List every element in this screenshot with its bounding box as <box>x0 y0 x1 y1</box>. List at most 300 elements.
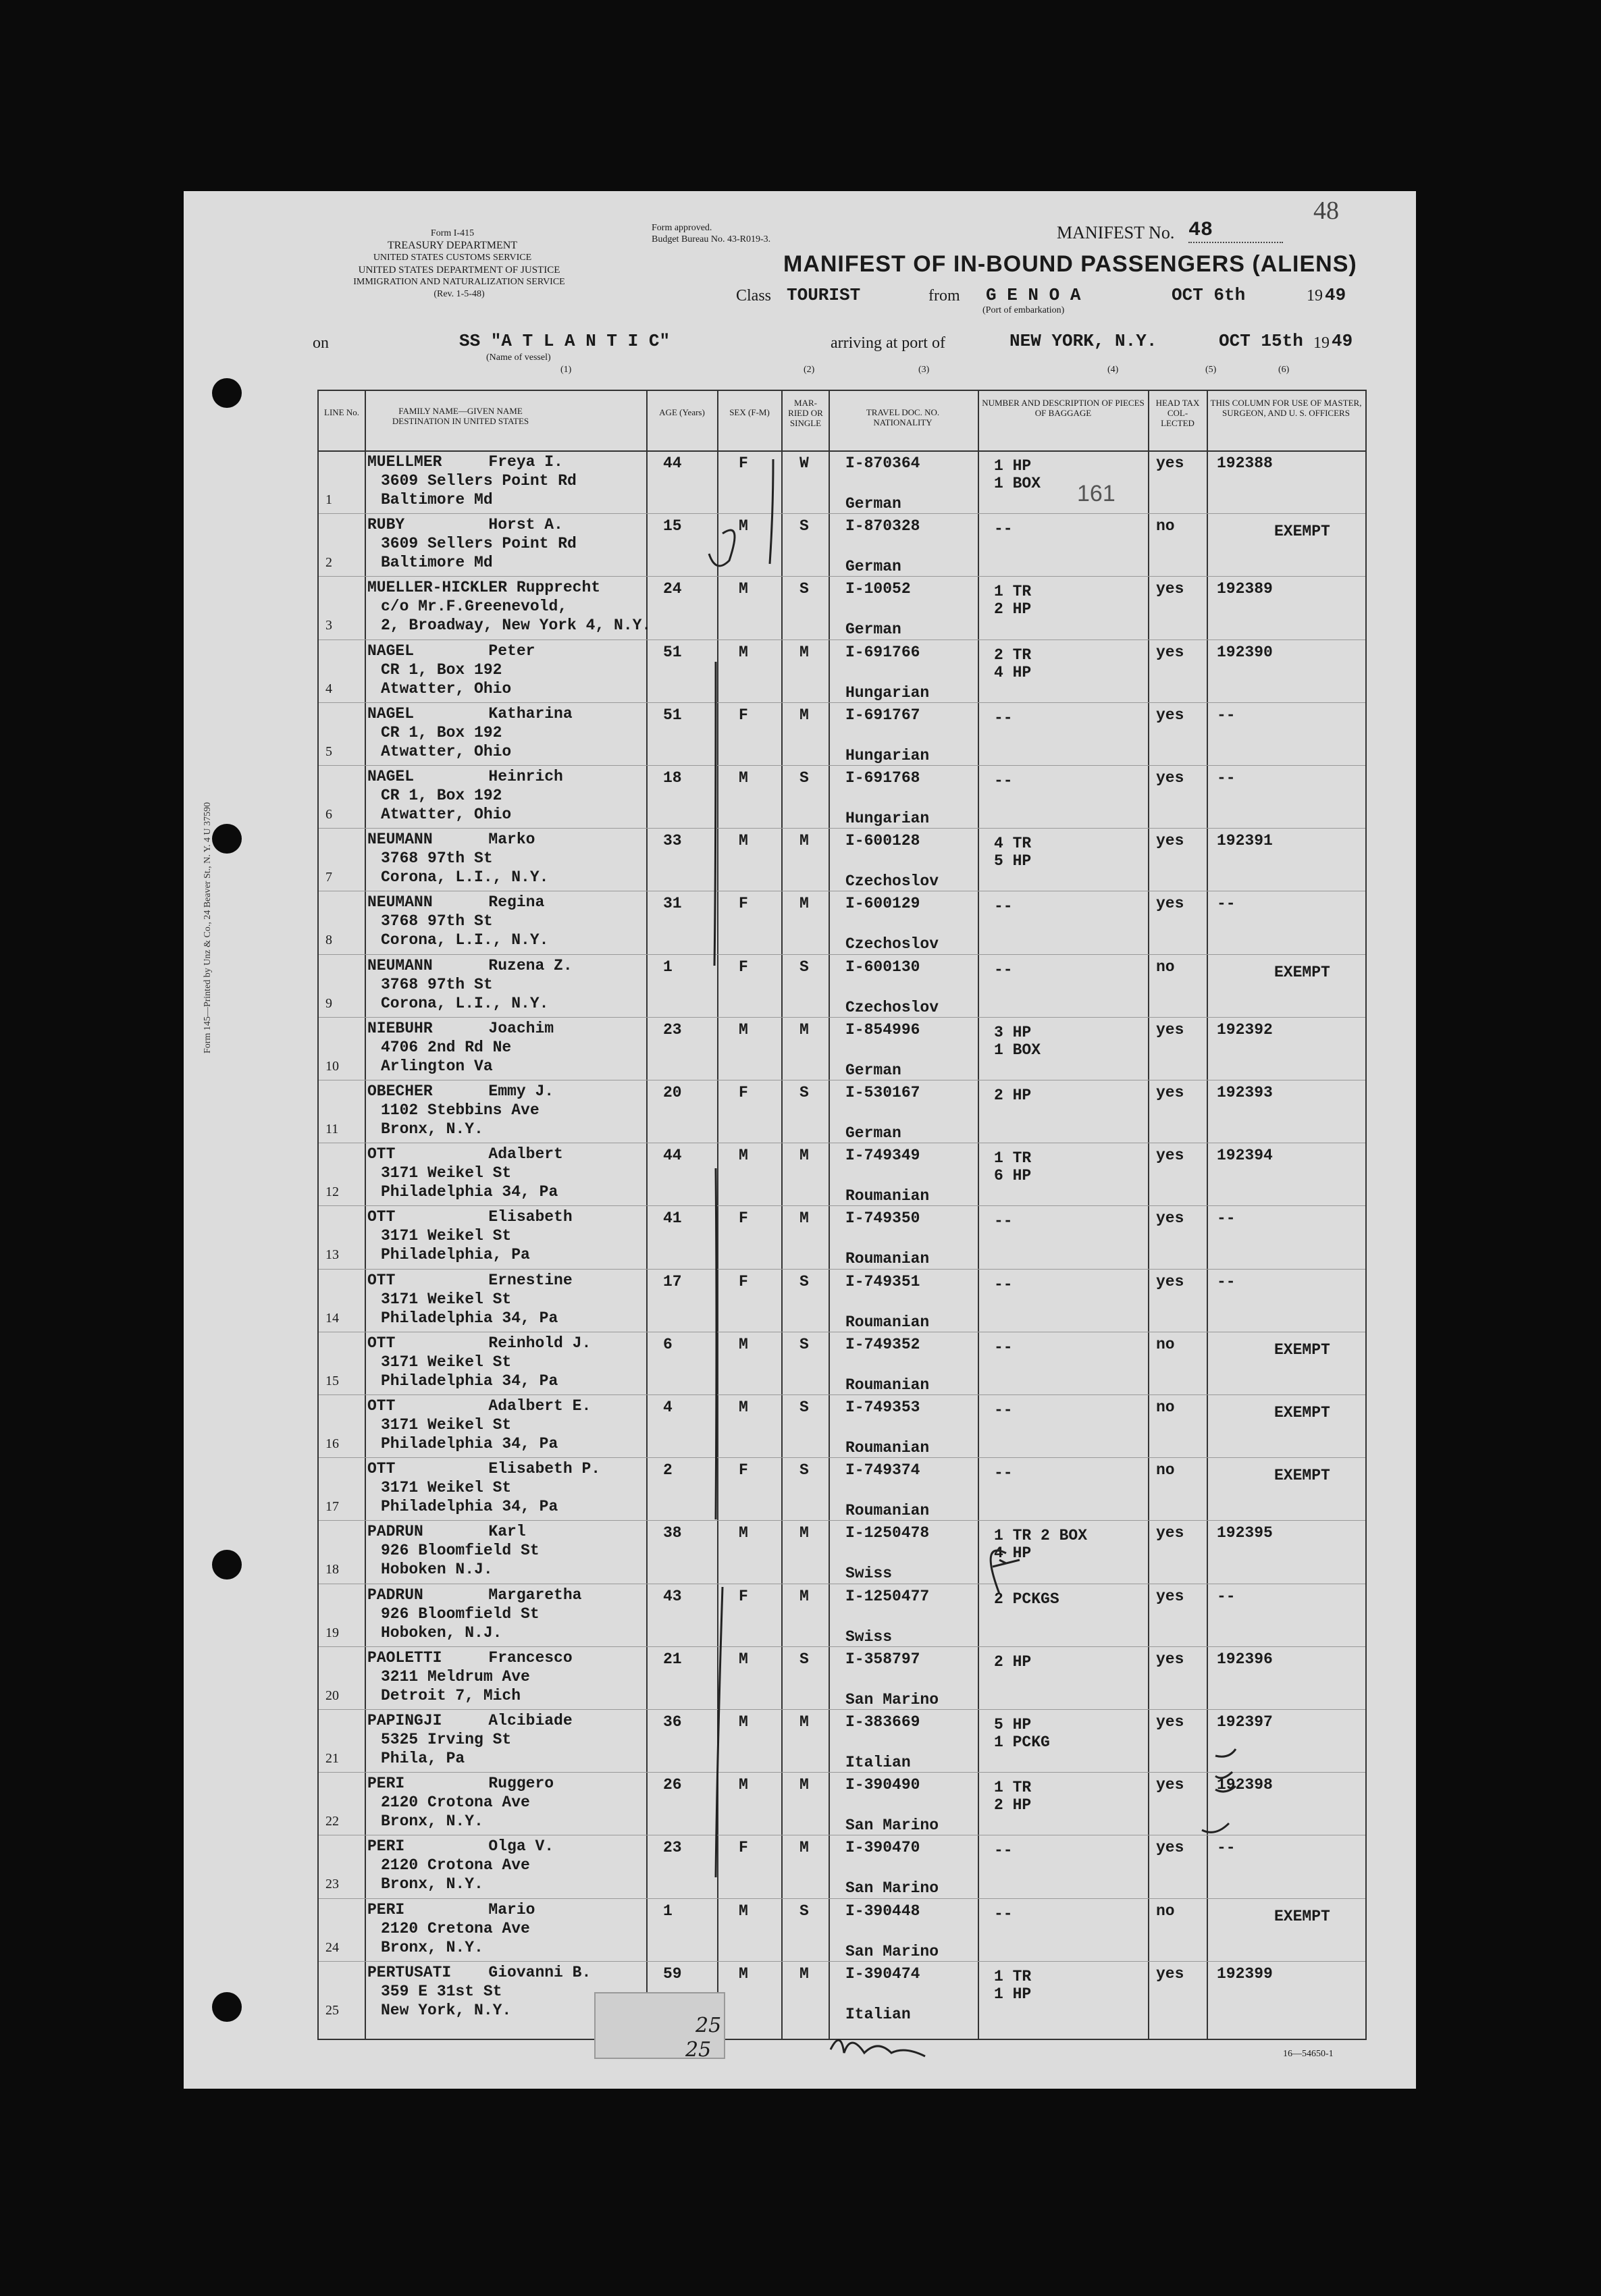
colnum-4: (4) <box>1107 365 1119 375</box>
passenger-name: NAGEL Peter <box>367 642 535 660</box>
head-tax-cell: yes <box>1156 1272 1184 1290</box>
passenger-name: OTT Elisabeth <box>367 1208 573 1226</box>
age-cell: 38 <box>663 1524 682 1542</box>
head-tax-cell: yes <box>1156 1524 1184 1542</box>
age-cell: 24 <box>663 580 682 598</box>
marital-cell: M <box>799 1964 809 1983</box>
marital-cell: M <box>799 706 809 724</box>
head-tax-cell: yes <box>1156 1713 1184 1731</box>
officer-note-cell: 192397 <box>1217 1713 1273 1731</box>
line-number: 16 <box>325 1436 339 1451</box>
age-cell: 23 <box>663 1020 682 1039</box>
sex-cell: M <box>739 580 748 598</box>
col-header-head-tax: HEAD TAX COL-LECTED <box>1155 398 1200 428</box>
marital-cell: S <box>799 580 809 598</box>
officer-note-cell: -- <box>1217 1209 1236 1228</box>
baggage-line-1: -- <box>994 708 1013 727</box>
address-line-2: Bronx, N.Y. <box>381 1875 483 1894</box>
line-number: 23 <box>325 1877 339 1892</box>
line-number: 21 <box>325 1751 339 1766</box>
officer-note-cell: EXEMPT <box>1274 1907 1330 1925</box>
marital-cell: M <box>799 895 809 913</box>
nationality-cell: Czechoslov <box>845 935 939 954</box>
marital-cell: S <box>799 1902 809 1920</box>
address-line-1: 3171 Weikel St <box>381 1416 512 1434</box>
embark-note: (Port of embarkation) <box>982 305 1065 315</box>
age-cell: 51 <box>663 706 682 724</box>
travel-doc-cell: I-870328 <box>845 517 920 536</box>
marital-cell: M <box>799 643 809 661</box>
officer-note-cell: 192399 <box>1217 1964 1273 1983</box>
from-label: from <box>928 287 960 305</box>
baggage-line-1: -- <box>994 520 1013 538</box>
passenger-name: NEUMANN Ruzena Z. <box>367 956 573 974</box>
marital-cell: M <box>799 1209 809 1228</box>
officer-note-cell: 192393 <box>1217 1084 1273 1101</box>
col-header-baggage: NUMBER AND DESCRIPTION OF PIECES OF BAGGAGE <box>982 398 1145 418</box>
sex-cell: M <box>739 1964 748 1983</box>
marital-cell: M <box>799 1524 809 1542</box>
address-line-1: 3609 Sellers Point Rd <box>381 535 577 553</box>
baggage-line-2: 4 HP <box>994 663 1032 681</box>
address-line-2: Atwatter, Ohio <box>381 742 512 760</box>
line-number: 13 <box>325 1247 339 1263</box>
line-number: 11 <box>325 1122 339 1137</box>
address-line-1: CR 1, Box 192 <box>381 723 502 741</box>
address-line-1: 5325 Irving St <box>381 1731 512 1748</box>
officer-note-cell: -- <box>1217 769 1236 787</box>
baggage-line-1: 3 HP <box>994 1023 1032 1041</box>
passenger-name: OTT Reinhold J. <box>367 1334 592 1352</box>
marital-cell: S <box>799 769 809 787</box>
baggage-line-1: 2 PCKGS <box>994 1590 1059 1608</box>
passenger-name: PAOLETTI Francesco <box>367 1648 573 1667</box>
age-cell: 20 <box>663 1084 682 1101</box>
travel-doc-cell: I-749353 <box>845 1399 920 1416</box>
col-header-travel-doc: TRAVEL DOC. NO. NATIONALITY <box>866 407 940 427</box>
line-number: 15 <box>325 1373 339 1388</box>
address-line-2: Philadelphia, Pa <box>381 1246 530 1264</box>
nationality-cell: Roumanian <box>845 1187 930 1205</box>
colnum-2: (2) <box>804 365 815 375</box>
travel-doc-cell: I-749349 <box>845 1147 920 1165</box>
officer-note-cell: EXEMPT <box>1274 963 1330 981</box>
address-line-2: Phila, Pa <box>381 1750 465 1767</box>
travel-doc-cell: I-749350 <box>845 1209 920 1228</box>
baggage-line-1: 2 HP <box>994 1087 1032 1104</box>
col-header-name: FAMILY NAME—GIVEN NAME DESTINATION IN UNITED STATES <box>392 406 529 426</box>
head-tax-cell: yes <box>1156 769 1184 787</box>
officer-note-cell: 192388 <box>1217 454 1273 472</box>
baggage-line-1: -- <box>994 1842 1013 1860</box>
passenger-name: NAGEL Heinrich <box>367 768 563 785</box>
address-line-2: Philadelphia 34, Pa <box>381 1372 558 1390</box>
form-dept: TREASURY DEPARTMENT <box>387 240 518 251</box>
head-tax-cell: yes <box>1156 1209 1184 1228</box>
age-cell: 43 <box>663 1587 682 1605</box>
baggage-line-1: -- <box>994 960 1013 979</box>
marital-cell: M <box>799 832 809 850</box>
marital-cell: S <box>799 958 809 976</box>
sex-cell: M <box>739 1776 748 1794</box>
nationality-cell: Hungarian <box>845 746 930 764</box>
marital-cell: S <box>799 1399 809 1416</box>
head-tax-cell: no <box>1156 1335 1175 1353</box>
colnum-3: (3) <box>918 365 930 375</box>
form-approved: Form approved. <box>652 223 712 233</box>
marital-cell: M <box>799 1147 809 1165</box>
address-line-1: 3171 Weikel St <box>381 1479 512 1497</box>
nationality-cell: German <box>845 558 901 576</box>
travel-doc-cell: I-390490 <box>845 1776 920 1794</box>
baggage-line-1: 2 HP <box>994 1652 1032 1671</box>
baggage-line-2: 1 BOX <box>994 1041 1041 1059</box>
address-line-1: c/o Mr.F.Greenevold, <box>381 598 568 616</box>
age-cell: 15 <box>663 517 682 536</box>
passenger-name: OTT Elisabeth P. <box>367 1460 601 1478</box>
passenger-name: OBECHER Emmy J. <box>367 1082 554 1100</box>
head-tax-cell: yes <box>1156 1084 1184 1101</box>
age-cell: 18 <box>663 769 682 787</box>
on-label: on <box>313 334 329 352</box>
nationality-cell: Hungarian <box>845 683 930 702</box>
vessel-name: SS "A T L A N T I C" <box>459 331 671 351</box>
address-line-1: CR 1, Box 192 <box>381 660 502 679</box>
passenger-name: PERI Mario <box>367 1900 535 1919</box>
baggage-line-1: 1 TR <box>994 1967 1032 1985</box>
address-line-1: 1102 Stebbins Ave <box>381 1101 540 1119</box>
passenger-name: NAGEL Katharina <box>367 704 573 723</box>
baggage-line-1: -- <box>994 772 1013 789</box>
officer-note-cell: 192396 <box>1217 1650 1273 1668</box>
form-ins: IMMIGRATION AND NATURALIZATION SERVICE <box>353 277 565 287</box>
address-line-2: Corona, L.I., N.Y. <box>381 994 549 1012</box>
sex-cell: M <box>739 1902 748 1920</box>
line-number: 6 <box>325 807 332 822</box>
nationality-cell: Czechoslov <box>845 872 939 891</box>
passenger-name: NEUMANN Marko <box>367 831 535 849</box>
address-line-1: 3768 97th St <box>381 975 493 993</box>
colnum-1: (1) <box>560 365 572 375</box>
sex-cell: M <box>739 832 748 850</box>
travel-doc-cell: I-530167 <box>845 1084 920 1101</box>
sex-cell: F <box>739 1209 748 1228</box>
baggage-line-1: -- <box>994 1338 1013 1356</box>
marital-cell: M <box>799 1776 809 1794</box>
address-line-2: Corona, L.I., N.Y. <box>381 868 549 887</box>
age-cell: 2 <box>663 1461 673 1480</box>
sex-cell: F <box>739 958 748 976</box>
address-line-1: CR 1, Box 192 <box>381 787 502 804</box>
age-cell: 41 <box>663 1209 682 1228</box>
baggage-line-2: 1 BOX <box>994 475 1041 492</box>
travel-doc-cell: I-390470 <box>845 1839 920 1857</box>
address-line-1: 926 Bloomfield St <box>381 1542 540 1560</box>
baggage-line-1: 1 HP <box>994 457 1032 475</box>
address-line-2: Atwatter, Ohio <box>381 679 512 698</box>
nationality-cell: German <box>845 621 901 639</box>
travel-doc-cell: I-691768 <box>845 769 920 787</box>
head-tax-cell: no <box>1156 517 1175 536</box>
address-line-2: Philadelphia 34, Pa <box>381 1498 558 1516</box>
form-service: UNITED STATES CUSTOMS SERVICE <box>373 253 532 263</box>
travel-doc-cell: I-870364 <box>845 454 920 472</box>
form-budget: Budget Bureau No. 43-R019-3. <box>652 234 771 244</box>
sex-cell: F <box>739 895 748 913</box>
travel-doc-cell: I-600130 <box>845 958 920 976</box>
age-cell: 1 <box>663 1902 673 1920</box>
passenger-name: PERI Olga V. <box>367 1837 554 1856</box>
line-number: 17 <box>325 1499 339 1515</box>
marital-cell: S <box>799 1084 809 1101</box>
age-cell: 26 <box>663 1776 682 1794</box>
nationality-cell: Hungarian <box>845 810 930 827</box>
travel-doc-cell: I-390474 <box>845 1964 920 1983</box>
travel-doc-cell: I-390448 <box>845 1902 920 1920</box>
page-number: 48 <box>1313 197 1339 225</box>
line-number: 9 <box>325 995 332 1011</box>
passenger-name: PERTUSATI Giovanni B. <box>367 1963 592 1981</box>
baggage-line-2: 2 HP <box>994 1796 1032 1815</box>
baggage-line-2: 5 HP <box>994 852 1032 870</box>
baggage-line-2: 4 HP <box>994 1544 1032 1563</box>
officer-note-cell: -- <box>1217 706 1236 724</box>
address-line-1: 2120 Crotona Ave <box>381 1794 530 1812</box>
nationality-cell: Swiss <box>845 1627 893 1646</box>
officer-note-cell: 192391 <box>1217 832 1273 850</box>
arriving-label: arriving at port of <box>831 334 945 352</box>
age-cell: 23 <box>663 1839 682 1857</box>
address-line-2: Hoboken N.J. <box>381 1561 493 1579</box>
baggage-line-1: 1 TR <box>994 583 1032 601</box>
address-line-1: 3171 Weikel St <box>381 1227 512 1245</box>
address-line-1: 2120 Cretona Ave <box>381 1919 530 1937</box>
officer-note-cell: 192389 <box>1217 580 1273 598</box>
passenger-name: PADRUN Margaretha <box>367 1586 582 1604</box>
officer-note-cell: EXEMPT <box>1274 1340 1330 1359</box>
officer-note-cell: 192395 <box>1217 1524 1273 1542</box>
passenger-name: RUBY Horst A. <box>367 516 563 534</box>
baggage-line-1: -- <box>994 1464 1013 1482</box>
nationality-cell: San Marino <box>845 1879 939 1898</box>
passenger-name: PADRUN Karl <box>367 1523 526 1541</box>
age-cell: 44 <box>663 454 682 472</box>
address-line-2: Detroit 7, Mich <box>381 1686 521 1704</box>
nationality-cell: Roumanian <box>845 1376 930 1394</box>
age-cell: 1 <box>663 958 673 976</box>
officer-note-cell: -- <box>1217 895 1236 913</box>
address-line-1: 3211 Meldrum Ave <box>381 1667 530 1686</box>
year-arrive: 49 <box>1332 331 1353 351</box>
class-value: TOURIST <box>787 285 861 305</box>
nationality-cell: San Marino <box>845 1690 939 1708</box>
date-from: OCT 6th <box>1172 285 1246 305</box>
baggage-line-1: -- <box>994 1275 1013 1293</box>
passenger-name: OTT Ernestine <box>367 1271 573 1289</box>
address-line-1: 926 Bloomfield St <box>381 1604 540 1623</box>
form-rev: (Rev. 1-5-48) <box>434 289 485 299</box>
address-line-1: 359 E 31st St <box>381 1982 502 2000</box>
head-tax-cell: no <box>1156 958 1175 976</box>
stamp-161: 161 <box>1077 481 1116 506</box>
nationality-cell: German <box>845 1061 901 1079</box>
baggage-line-1: -- <box>994 1904 1013 1923</box>
sex-cell: F <box>739 1461 748 1480</box>
marital-cell: M <box>799 1713 809 1731</box>
age-cell: 31 <box>663 895 682 913</box>
line-number: 1 <box>325 492 332 507</box>
baggage-line-1: 1 TR <box>994 1149 1032 1168</box>
age-cell: 21 <box>663 1650 682 1668</box>
marital-cell: S <box>799 1335 809 1353</box>
total-a: 25 <box>695 2014 722 2037</box>
head-tax-cell: yes <box>1156 1020 1184 1039</box>
line-number: 10 <box>325 1058 339 1074</box>
sex-cell: M <box>739 1524 748 1542</box>
address-line-1: 3171 Weikel St <box>381 1164 512 1182</box>
baggage-line-2: 1 HP <box>994 1985 1032 2003</box>
baggage-line-1: 5 HP <box>994 1716 1032 1733</box>
address-line-1: 3171 Weikel St <box>381 1353 512 1371</box>
nationality-cell: Czechoslov <box>845 998 939 1016</box>
age-cell: 51 <box>663 643 682 661</box>
col-header-officers: THIS COLUMN FOR USE OF MASTER, SURGEON, AND U. S. OFFICERS <box>1210 398 1362 418</box>
travel-doc-cell: I-1250477 <box>845 1587 930 1605</box>
address-line-2: Baltimore Md <box>381 554 493 572</box>
officer-note-cell: 192390 <box>1217 643 1273 661</box>
officer-note-cell: 192392 <box>1217 1020 1273 1039</box>
line-number: 18 <box>325 1562 339 1577</box>
form-number: Form I-415 <box>430 228 475 238</box>
address-line-1: 3609 Sellers Point Rd <box>381 472 577 490</box>
marital-cell: S <box>799 1272 809 1290</box>
head-tax-cell: yes <box>1156 580 1184 598</box>
sex-cell: F <box>739 1084 748 1101</box>
marital-cell: M <box>799 1020 809 1039</box>
colnum-6: (6) <box>1278 365 1290 375</box>
total-b: 25 <box>685 2038 712 2062</box>
head-tax-cell: yes <box>1156 832 1184 850</box>
line-number: 8 <box>325 933 332 948</box>
address-line-1: 3171 Weikel St <box>381 1290 512 1308</box>
sex-cell: M <box>739 1399 748 1416</box>
col-header-married: MAR-RIED OR SINGLE <box>788 398 823 428</box>
travel-doc-cell: I-691766 <box>845 643 920 661</box>
baggage-line-1: 4 TR <box>994 835 1032 853</box>
address-line-1: 3768 97th St <box>381 850 493 868</box>
age-cell: 44 <box>663 1147 682 1165</box>
from-value: G E N O A <box>986 285 1081 305</box>
col-header-age: AGE (Years) <box>659 407 705 417</box>
nationality-cell: Roumanian <box>845 1502 930 1520</box>
line-number: 25 <box>325 2002 339 2018</box>
printer-imprint: Form 145—Printed by Unz & Co., 24 Beaver St., N. Y. 4 U 37590 <box>203 802 213 1053</box>
line-number: 14 <box>325 1310 339 1326</box>
manifest-number: 48 <box>1188 219 1283 243</box>
address-line-2: Bronx, N.Y. <box>381 1938 483 1956</box>
nationality-cell: Swiss <box>845 1565 893 1583</box>
class-label: Class <box>736 287 772 305</box>
marital-cell: W <box>799 454 809 472</box>
officer-note-cell: EXEMPT <box>1274 1467 1330 1485</box>
line-number: 22 <box>325 1814 339 1829</box>
passenger-name: OTT Adalbert <box>367 1145 563 1164</box>
address-line-2: Bronx, N.Y. <box>381 1812 483 1831</box>
travel-doc-cell: I-600128 <box>845 832 920 850</box>
address-line-1: 2120 Crotona Ave <box>381 1856 530 1875</box>
nationality-cell: San Marino <box>845 1942 939 1960</box>
baggage-line-1: 1 TR <box>994 1779 1032 1797</box>
sex-cell: M <box>739 1020 748 1039</box>
head-tax-cell: yes <box>1156 1839 1184 1857</box>
line-number: 19 <box>325 1625 339 1640</box>
manifest-title: MANIFEST OF IN-BOUND PASSENGERS (ALIENS) <box>783 251 1357 277</box>
col-header-line: LINE No. <box>324 407 359 417</box>
address-line-2: Baltimore Md <box>381 491 493 508</box>
form-justice: UNITED STATES DEPARTMENT OF JUSTICE <box>358 265 560 276</box>
sex-cell: F <box>739 1839 748 1857</box>
age-cell: 36 <box>663 1713 682 1731</box>
nationality-cell: Roumanian <box>845 1250 930 1268</box>
passenger-name: OTT Adalbert E. <box>367 1397 592 1415</box>
address-line-2: 2, Broadway, New York 4, N.Y. <box>381 617 652 635</box>
travel-doc-cell: I-749351 <box>845 1272 920 1290</box>
line-number: 20 <box>325 1688 339 1703</box>
head-tax-cell: no <box>1156 1399 1175 1416</box>
line-number: 3 <box>325 618 332 633</box>
age-cell: 17 <box>663 1272 682 1290</box>
travel-doc-cell: I-691767 <box>845 706 920 724</box>
age-cell: 4 <box>663 1399 673 1416</box>
address-line-1: 3768 97th St <box>381 912 493 931</box>
head-tax-cell: yes <box>1156 895 1184 913</box>
baggage-line-1: 1 TR 2 BOX <box>994 1527 1088 1545</box>
travel-doc-cell: I-600129 <box>845 895 920 913</box>
head-tax-cell: yes <box>1156 454 1184 472</box>
address-line-2: Philadelphia 34, Pa <box>381 1309 558 1327</box>
line-number: 2 <box>325 555 332 571</box>
marital-cell: M <box>799 1587 809 1605</box>
line-number: 5 <box>325 743 332 759</box>
sex-cell: M <box>739 1713 748 1731</box>
sex-cell: M <box>739 1335 748 1353</box>
address-line-2: New York, N.Y. <box>381 2001 512 2019</box>
travel-doc-cell: I-1250478 <box>845 1524 930 1542</box>
nationality-cell: Roumanian <box>845 1439 930 1457</box>
officer-note-cell: EXEMPT <box>1274 1404 1330 1421</box>
address-line-2: Bronx, N.Y. <box>381 1120 483 1138</box>
nationality-cell: Italian <box>845 1754 911 1771</box>
baggage-line-2: 6 HP <box>994 1167 1032 1185</box>
travel-doc-cell: I-854996 <box>845 1020 920 1039</box>
officer-note-cell: -- <box>1217 1839 1236 1857</box>
passenger-name: MUELLMER Freya I. <box>367 453 563 471</box>
head-tax-cell: yes <box>1156 643 1184 661</box>
travel-doc-cell: I-383669 <box>845 1713 920 1731</box>
manifest-label: MANIFEST No. <box>1057 223 1175 242</box>
sex-cell: M <box>739 517 748 536</box>
address-line-2: Philadelphia 34, Pa <box>381 1435 558 1453</box>
officer-note-cell: EXEMPT <box>1274 523 1330 541</box>
travel-doc-cell: I-749352 <box>845 1335 920 1353</box>
head-tax-cell: yes <box>1156 706 1184 724</box>
address-line-2: Philadelphia 34, Pa <box>381 1183 558 1201</box>
marital-cell: S <box>799 1461 809 1480</box>
marital-cell: M <box>799 1839 809 1857</box>
sex-cell: F <box>739 1272 748 1290</box>
nationality-cell: German <box>845 495 901 513</box>
nationality-cell: Roumanian <box>845 1313 930 1331</box>
